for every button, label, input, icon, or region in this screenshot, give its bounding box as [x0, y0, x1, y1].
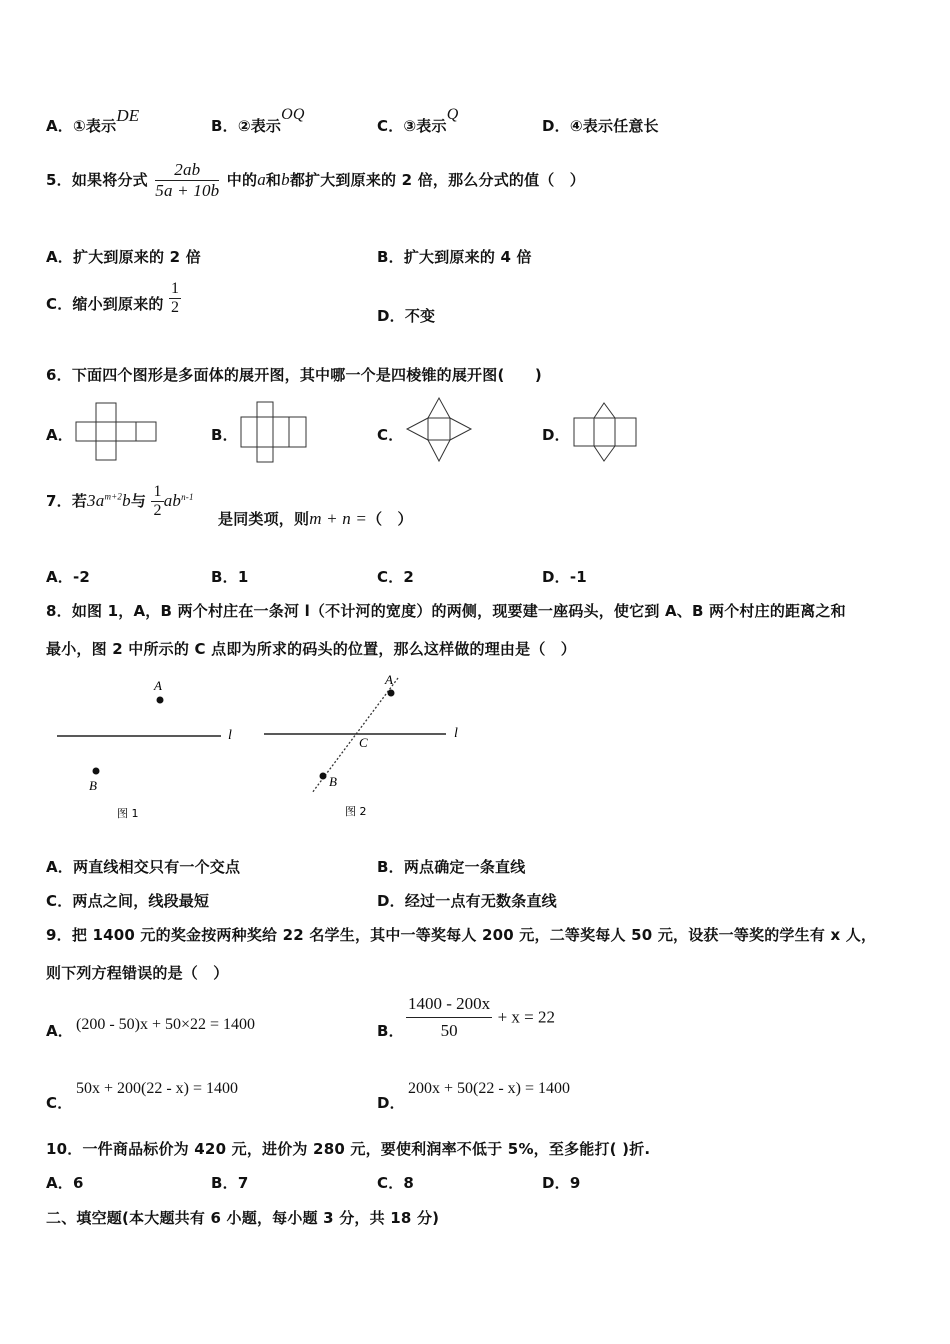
q8-figure-1	[57, 678, 232, 820]
q7-option-d: D．-1	[542, 568, 587, 586]
q7-half-numerator: 1	[153, 483, 162, 500]
q8-stem-line2: 最小，图 2 中所示的 C 点即为所求的码头的位置，那么这样做的理由是（ ）	[46, 640, 576, 658]
fig1-caption: 图 1	[117, 807, 139, 820]
q4-option-c-math: Q	[446, 106, 459, 123]
q7-term2-exp: n-1	[181, 492, 194, 502]
q5-mid1: 中的	[226, 171, 258, 189]
q5-var-b: b	[281, 170, 290, 189]
q4-option-c-label: C．③表示	[377, 117, 447, 135]
q7-expr: m + n =	[309, 509, 368, 528]
fig1-label-b: B	[89, 778, 97, 793]
q8-option-a: A．两直线相交只有一个交点	[46, 858, 241, 876]
q10-stem: 10．一件商品标价为 420 元，进价为 280 元，要使利润率不低于 5%，至多能打( )折.	[46, 1140, 651, 1158]
q5-option-a: A．扩大到原来的 2 倍	[46, 248, 201, 266]
q7-term2-base: ab	[163, 491, 182, 510]
q10-option-b: B．7	[211, 1174, 249, 1192]
fig1-label-l: l	[228, 728, 232, 743]
q7-term1-tail: b	[122, 491, 131, 510]
q8-figure-2	[264, 672, 458, 818]
fig1-point-a	[157, 697, 164, 704]
fig2-point-b	[320, 773, 327, 780]
q4-option-b-math: OQ	[281, 106, 305, 123]
q4-option-d: D．④表示任意长	[542, 117, 659, 135]
section-2-title: 二、填空题(本大题共有 6 小题，每小题 3 分，共 18 分)	[46, 1209, 440, 1227]
q9-option-c-equation: 50x + 200(22 - x) = 1400	[76, 1080, 239, 1097]
q7-prefix: 7．若	[46, 492, 88, 510]
q5-option-c-denominator: 2	[171, 299, 180, 316]
fig2-label-b: B	[329, 774, 337, 789]
q7-mid: 与	[130, 492, 147, 510]
fig2-point-a	[388, 690, 395, 697]
q7-paren: （ ）	[367, 510, 413, 528]
q9-option-a-equation: (200 - 50)x + 50×22 = 1400	[76, 1016, 256, 1033]
q9-option-d-equation: 200x + 50(22 - x) = 1400	[408, 1080, 571, 1097]
q9-stem-line1: 9．把 1400 元的奖金按两种奖给 22 名学生，其中一等奖每人 200 元，二等奖每人 50 元，设获一等奖的学生有 x 人，	[46, 926, 877, 944]
q6-option-a-label: A．	[46, 426, 74, 444]
q6-option-c-label: C．	[377, 426, 404, 444]
q5-option-d: D．不变	[377, 307, 436, 325]
q5-mid2: 和	[265, 171, 282, 189]
q7-option-b: B．1	[211, 568, 249, 586]
q9-option-b-fraction	[406, 994, 492, 1041]
q10-option-d: D．9	[542, 1174, 581, 1192]
q7-option-a: A．-2	[46, 568, 91, 586]
q8-option-b: B．两点确定一条直线	[377, 858, 526, 876]
q5-option-b: B．扩大到原来的 4 倍	[377, 248, 532, 266]
q4-option-a-label: A．①表示	[46, 117, 117, 135]
q10-option-a: A．6	[46, 1174, 84, 1192]
q7-suffix: 是同类项，则	[218, 510, 310, 528]
q9-option-c-label: C．	[46, 1094, 73, 1112]
q6-stem: 6．下面四个图形是多面体的展开图，其中哪一个是四棱锥的展开图( )	[46, 366, 542, 384]
fig2-label-a: A	[385, 672, 393, 687]
q8-option-c: C．两点之间，线段最短	[46, 892, 210, 910]
q9-option-b-equation	[406, 994, 555, 1041]
q9-option-b-numerator: 1400 - 200x	[406, 994, 492, 1018]
q5-option-c-label: C．缩小到原来的	[46, 295, 164, 313]
fig1-point-b	[93, 768, 100, 775]
fig2-caption: 图 2	[345, 805, 367, 818]
q9-option-b-denominator: 50	[440, 1021, 458, 1040]
q9-option-d-label: D．	[377, 1094, 405, 1112]
q5-suffix: 都扩大到原来的 2 倍，那么分式的值（ ）	[289, 171, 585, 189]
q4-option-a-math: DE	[116, 106, 140, 125]
q5-prefix: 5．如果将分式	[46, 171, 148, 189]
fig2-label-c: C	[359, 735, 368, 750]
q9-stem-line2: 则下列方程错误的是（ ）	[46, 964, 229, 982]
q5-fraction-numerator: 2ab	[155, 160, 219, 181]
q10-option-c: C．8	[377, 1174, 415, 1192]
q8-stem-line1: 8．如图 1，A，B 两个村庄在一条河 l（不计河的宽度）的两侧，现要建一座码头，使它到 A、B 两个村庄的距离之和	[46, 602, 846, 620]
q9-option-b-tail: + x = 22	[497, 1007, 556, 1027]
q8-option-d: D．经过一点有无数条直线	[377, 892, 557, 910]
fig1-label-a: A	[154, 678, 162, 693]
q7-term1-exp: m+2	[104, 491, 123, 502]
q5-var-a: a	[257, 170, 266, 189]
q5-fraction-denominator: 5a + 10b	[155, 181, 220, 200]
q4-option-b-label: B．②表示	[211, 117, 282, 135]
q9-option-b-label: B．	[377, 1022, 404, 1040]
q7-term1-coef: 3a	[87, 491, 105, 510]
q7-option-c: C．2	[377, 568, 415, 586]
q9-option-a-label: A．	[46, 1022, 74, 1040]
q5-option-c-numerator: 1	[171, 280, 180, 297]
q6-option-b-label: B．	[211, 426, 238, 444]
q6-option-d-label: D．	[542, 426, 570, 444]
q7-half-denominator: 2	[153, 502, 162, 519]
fig2-label-l: l	[454, 726, 458, 741]
